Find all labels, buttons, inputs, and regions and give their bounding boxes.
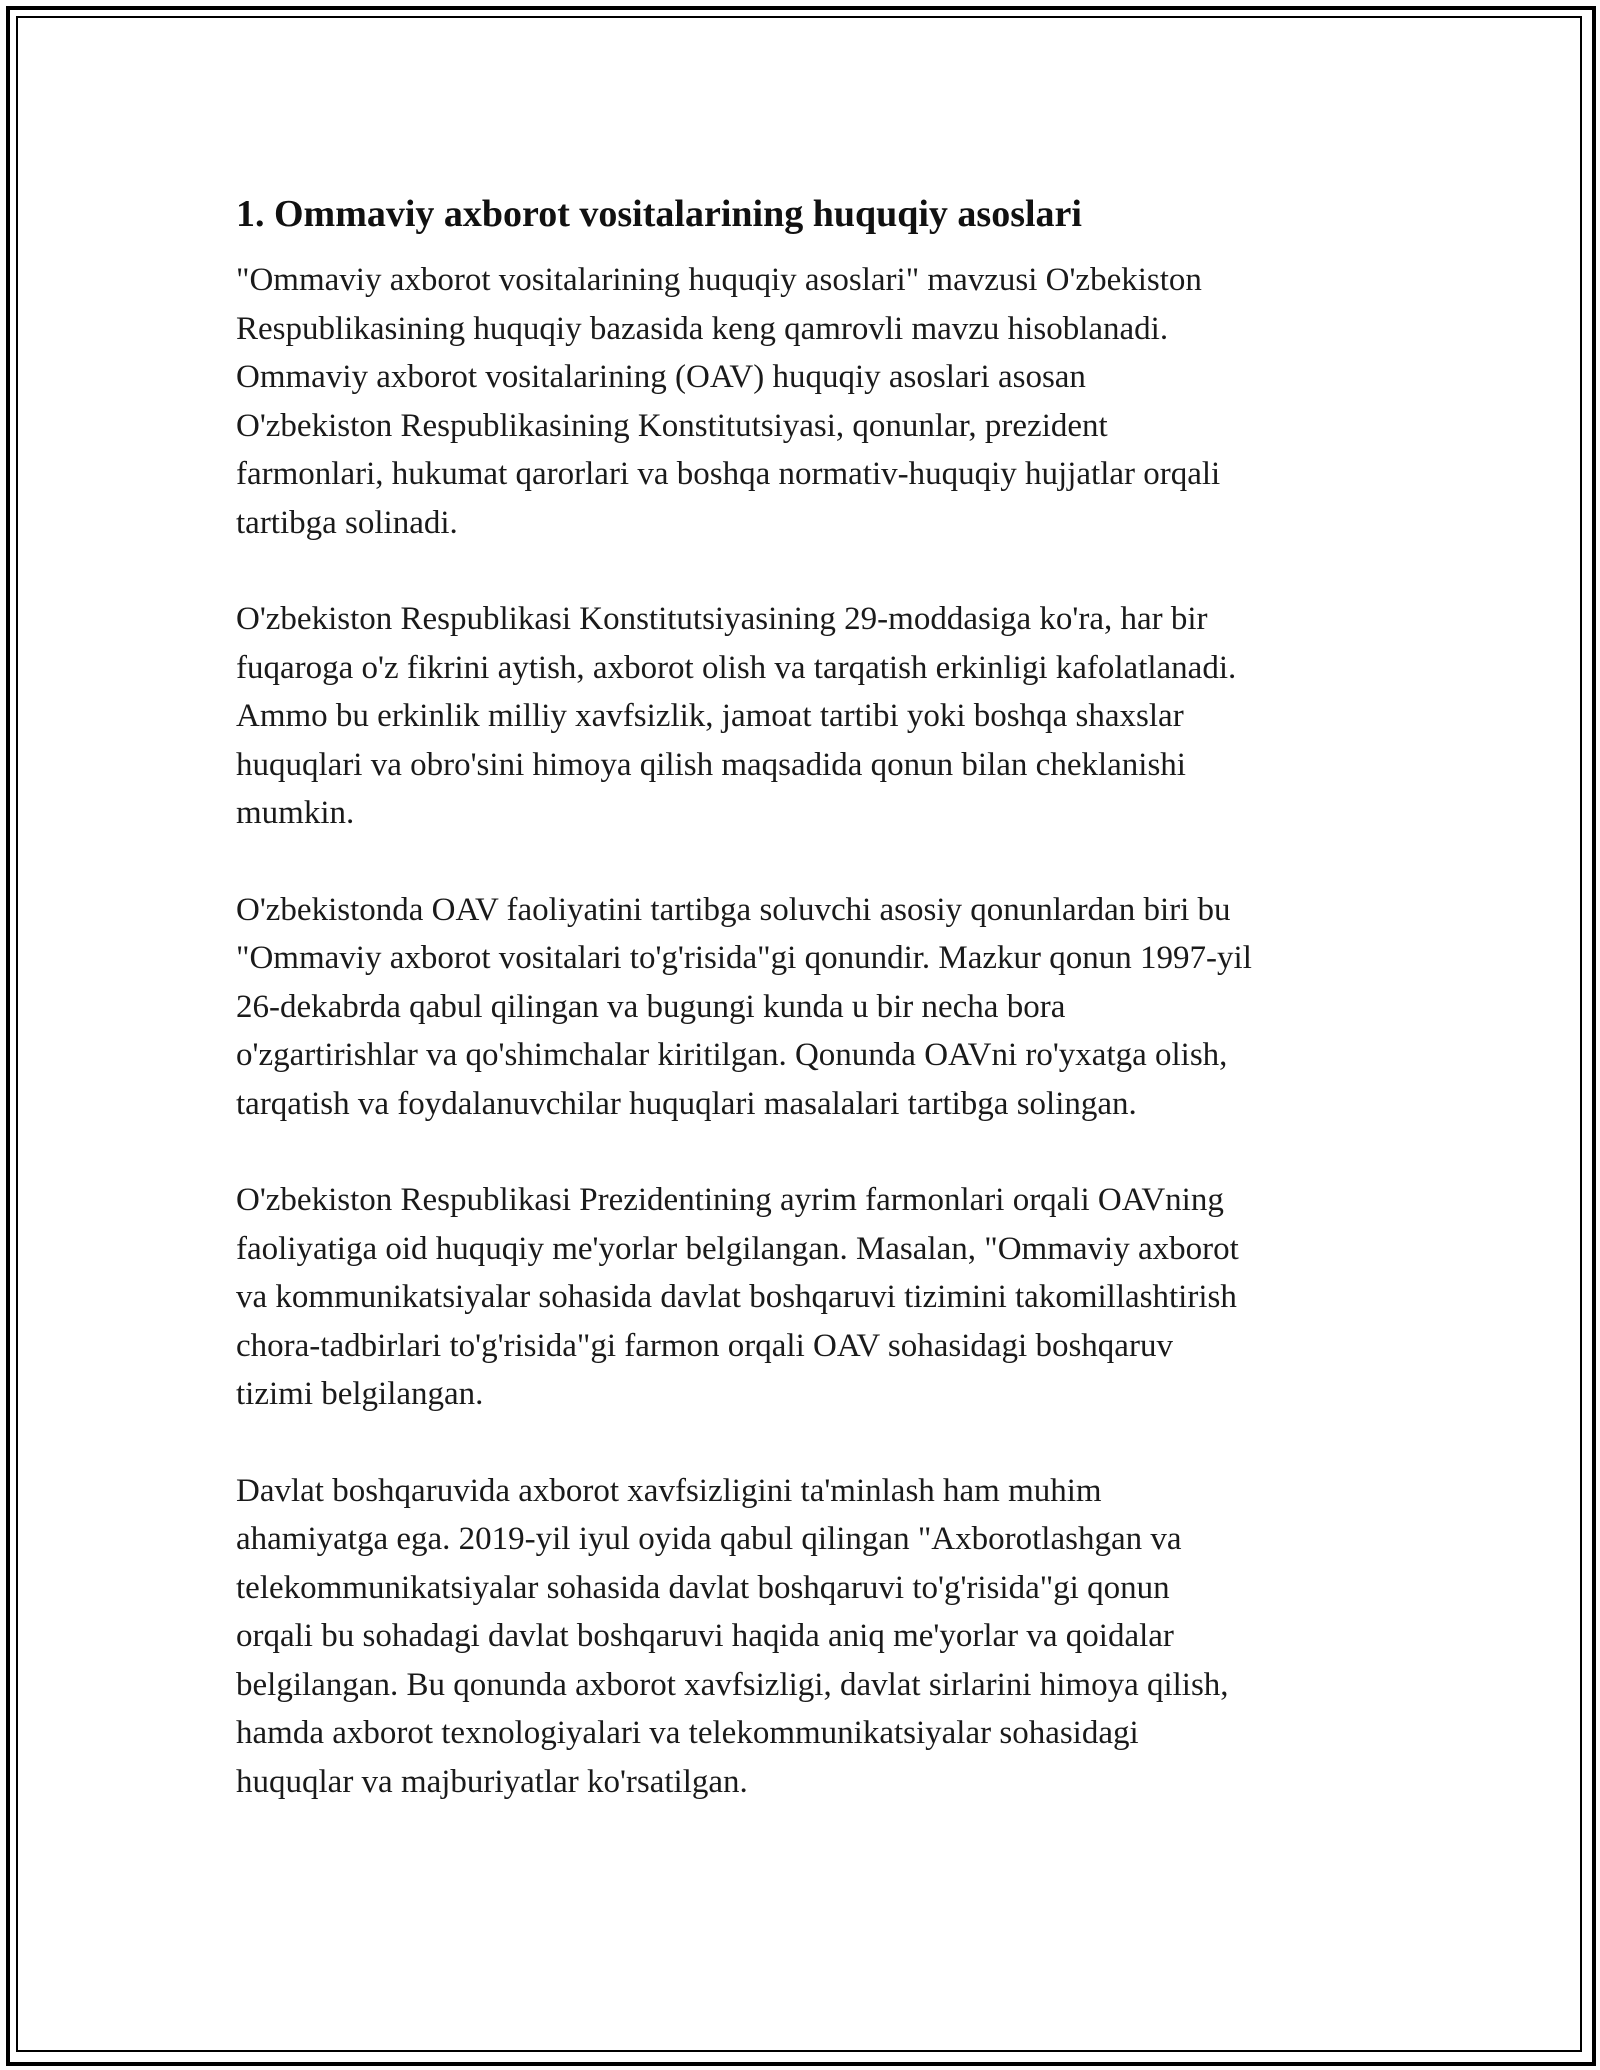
paragraph-line: orqali bu sohadagi davlat boshqaruvi haqida aniq me'yorlar va qoidalar <box>236 1618 1174 1654</box>
paragraph-line: O'zbekiston Respublikasining Konstitutsiyasi, qonunlar, prezident <box>236 407 1108 444</box>
paragraph-line: 26-dekabrda qabul qilingan va bugungi kunda u bir necha bora <box>236 988 1066 1025</box>
paragraph-2 <box>236 595 1376 838</box>
paragraph-line: tarqatish va foydalanuvchilar huquqlari masalalari tartibga solingan. <box>236 1085 1137 1122</box>
paragraph-line: O'zbekistonda OAV faoliyatini tartibga soluvchi asosiy qonunlardan biri bu <box>236 891 1231 928</box>
paragraph-line: telekommunikatsiyalar sohasida davlat boshqaruvi to'g'risida"gi qonun <box>236 1569 1170 1606</box>
paragraph-line: O'zbekiston Respublikasi Prezidentining ayrim farmonlari orqali OAVning <box>236 1182 1224 1218</box>
document-body <box>236 186 1376 1854</box>
paragraph-line: tizimi belgilangan. <box>236 1376 484 1412</box>
paragraph-line: Davlat boshqaruvida axborot xavfsizligini ta'minlash ham muhim <box>236 1472 1102 1509</box>
paragraph-5 <box>236 1467 1376 1807</box>
paragraph-line: O'zbekiston Respublikasi Konstitutsiyasining 29-moddasiga ko'ra, har bir <box>236 601 1208 637</box>
paragraph-line: farmonlari, hukumat qarorlari va boshqa normativ-huquqiy hujjatlar orqali <box>236 456 1221 492</box>
paragraph-line: Ammo bu erkinlik milliy xavfsizlik, jamoat tartibi yoki boshqa shaxslar <box>236 698 1184 734</box>
paragraph-line: ahamiyatga ega. 2019-yil iyul oyida qabul qilingan "Axborotlashgan va <box>236 1521 1182 1557</box>
paragraph-4 <box>236 1176 1376 1419</box>
paragraph-line: fuqaroga o'z fikrini aytish, axborot olish va tarqatish erkinligi kafolatlanadi. <box>236 649 1237 686</box>
paragraph-line: mumkin. <box>236 795 355 831</box>
paragraph-1 <box>236 256 1376 547</box>
paragraph-line: chora-tadbirlari to'g'risida"gi farmon orqali OAV sohasidagi boshqaruv <box>236 1327 1173 1364</box>
paragraph-line: o'zgartirishlar va qo'shimchalar kiritilgan. Qonunda OAVni ro'yxatga olish, <box>236 1037 1228 1073</box>
paragraph-line: va kommunikatsiyalar sohasida davlat boshqaruvi tizimini takomillashtirish <box>236 1279 1237 1315</box>
paragraph-line: hamda axborot texnologiyalari va telekommunikatsiyalar sohasidagi <box>236 1715 1139 1751</box>
paragraph-3 <box>236 886 1376 1129</box>
paragraph-line: Respublikasining huquqiy bazasida keng qamrovli mavzu hisoblanadi. <box>236 310 1169 347</box>
paragraph-line: belgilangan. Bu qonunda axborot xavfsizligi, davlat sirlarini himoya qilish, <box>236 1666 1229 1703</box>
paragraph-line: "Ommaviy axborot vositalarining huquqiy asoslari" mavzusi O'zbekiston <box>236 262 1202 298</box>
paragraph-line: faoliyatiga oid huquqiy me'yorlar belgilangan. Masalan, "Ommaviy axborot <box>236 1230 1239 1267</box>
paragraph-line: tartibga solinadi. <box>236 504 458 541</box>
section-heading: 1. Ommaviy axborot vositalarining huquqiy asoslari <box>236 193 1082 235</box>
paragraph-line: Ommaviy axborot vositalarining (OAV) huquqiy asoslari asosan <box>236 359 1086 395</box>
paragraph-line: huquqlar va majburiyatlar ko'rsatilgan. <box>236 1763 748 1800</box>
paragraph-line: "Ommaviy axborot vositalari to'g'risida"gi qonundir. Mazkur qonun 1997-yil <box>236 940 1252 976</box>
paragraph-line: huquqlari va obro'sini himoya qilish maqsadida qonun bilan cheklanishi <box>236 746 1186 783</box>
